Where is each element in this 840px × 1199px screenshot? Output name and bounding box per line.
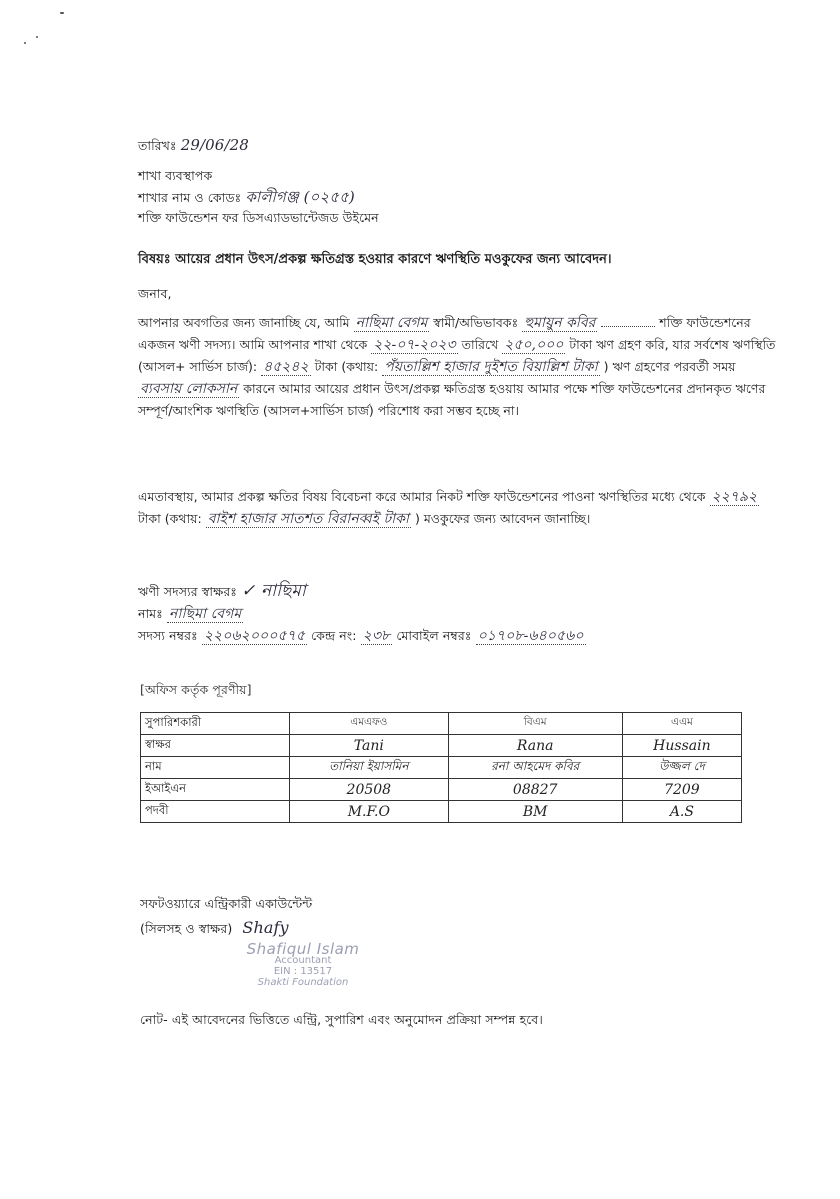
office-table-header-row	[141, 713, 742, 735]
waiver-amount-field: ২২৭৯২	[711, 489, 758, 505]
recipient-line: শাখা ব্যবস্থাপক	[138, 168, 213, 183]
body-text: টাকা ঋণ গ্রহণ করি, যার সর্বশেষ ঋণস্থিতি (আসল+ সার্ভিস চার্জ):	[138, 337, 776, 374]
office-header-cell: বিএম	[448, 713, 622, 735]
scan-speck	[60, 12, 64, 14]
guardian-name-field: হুমায়ুন কবির	[524, 315, 596, 331]
date-label: তারিখঃ	[138, 138, 177, 153]
center-label: কেন্দ্র নং:	[311, 628, 357, 643]
bm-designation: BM	[448, 801, 622, 823]
member-signature: ✓ নাছিমা	[241, 581, 306, 601]
body-text: এমতাবস্থায়, আমার প্রকল্প ক্ষতির বিষয় বিবেচনা করে আমার নিকট শক্তি ফাউন্ডেশনের পাওনা ঋণস্থিতির মধ্যে থেকে	[138, 489, 706, 504]
scan-speck	[36, 36, 38, 38]
body-text: ) মওকুফের জন্য আবেদন জানাচ্ছি।	[414, 511, 591, 526]
scan-speck	[24, 42, 26, 44]
office-header-cell: এমএফও	[290, 713, 449, 735]
am-designation: A.S	[622, 801, 741, 823]
body-text: টাকা (কথায়:	[314, 359, 379, 374]
am-signature: Hussain	[622, 735, 741, 757]
office-header-cell: এএম	[622, 713, 741, 735]
row-label: পদবী	[141, 801, 290, 823]
cause-field: ব্যবসায় লোকসান	[140, 381, 238, 397]
bm-signature: Rana	[448, 735, 622, 757]
applicant-name-field: নাছিমা বেগম	[355, 315, 428, 331]
center-value: ২৩৮	[362, 628, 391, 644]
office-header-cell: সুপারিশকারী	[141, 713, 290, 735]
footer-note: নোট- এই আবেদনের ভিত্তিতে এন্ট্রি, সুপারিশ এবং অনুমোদন প্রক্রিয়া সম্পন্ন হবে।	[140, 1012, 543, 1027]
stamp-title: Accountant	[274, 955, 332, 966]
table-row	[141, 801, 742, 823]
salutation: জনাব,	[138, 286, 172, 301]
date-value: 29/06/28	[180, 136, 249, 154]
branch-value: কালীগঞ্জ (০২৫৫)	[245, 188, 355, 206]
stamp-name: Shafiqul Islam	[246, 940, 360, 958]
blank-field	[601, 326, 655, 327]
body-paragraph-1	[138, 312, 778, 421]
office-table	[140, 712, 742, 823]
mfo-name: তানিয়া ইয়াসমিন	[290, 757, 449, 779]
body-paragraph-2	[138, 486, 778, 530]
accountant-stamp	[238, 940, 368, 988]
accountant-seal-line	[140, 918, 289, 941]
body-text: কারনে আমার আয়ের প্রধান উৎস/প্রকল্প ক্ষতিগ্রস্ত হওয়ায় আমার পক্ষে শক্তি ফাউন্ডেশনের প্রদানকৃত ঋণের সম্পূর্ণ/আংশিক ঋণস্থিতি (আসল+সার্ভিস চার্জ) পরিশোধ করা সম্ভব হচ্ছে না।	[138, 381, 766, 418]
branch-line	[138, 186, 355, 211]
mfo-designation: M.F.O	[290, 801, 449, 823]
accountant-signature: Shafy	[242, 918, 289, 937]
row-label: স্বাক্ষর	[141, 735, 290, 757]
mobile-value: ০১৭০৮-৬৪০৫৬০	[477, 628, 584, 644]
member-name-label: নামঃ	[138, 606, 163, 621]
loan-date-field: ২২-০৭-২০২৩	[373, 337, 456, 353]
office-caption: [অফিস কর্তৃক পূরণীয়]	[140, 682, 252, 697]
waiver-words-field: বাইশ হাজার সাতশত বিরানব্বই টাকা	[207, 511, 409, 527]
outstanding-words-field: পঁয়তাল্লিশ হাজার দুইশত বিয়াল্লিশ টাকা	[384, 359, 598, 375]
mobile-label: মোবাইল নম্বরঃ	[396, 628, 472, 643]
mfo-ein: 20508	[290, 779, 449, 801]
body-text: তারিখে	[461, 337, 499, 352]
outstanding-field: ৪৫২৪২	[263, 359, 309, 375]
member-no-label: সদস্য নম্বরঃ	[138, 628, 198, 643]
accountant-title: সফটওয়্যারে এন্ট্রিকারী একাউন্টেন্ট	[140, 896, 313, 911]
table-row	[141, 779, 742, 801]
body-text: টাকা (কথায়:	[138, 511, 202, 526]
member-signature-label: ঋণী সদস্যর স্বাক্ষরঃ	[138, 584, 238, 599]
accountant-seal-label: (সিলসহ ও স্বাক্ষর)	[140, 921, 233, 936]
branch-label: শাখার নাম ও কোডঃ	[138, 190, 242, 205]
member-id-line	[138, 624, 586, 648]
row-label: নাম	[141, 757, 290, 779]
stamp-ein: EIN : 13517	[273, 966, 333, 977]
am-ein: 7209	[622, 779, 741, 801]
loan-amount-field: ২৫০,০০০	[504, 337, 564, 353]
row-label: ইআইএন	[141, 779, 290, 801]
am-name: উজ্জল দে	[622, 757, 741, 779]
body-text: আপনার অবগতির জন্য জানাচ্ছি যে, আমি	[138, 315, 350, 330]
table-row	[141, 757, 742, 779]
body-text: শক্তি ফাউন্ডেশনের একজন ঋণী সদস্য। আমি আপনার শাখা থেকে	[138, 315, 751, 352]
subject-line: বিষয়ঃ আয়ের প্রধান উৎস/প্রকল্প ক্ষতিগ্রস্ত হওয়ার কারণে ঋণস্থিতি মওকুফের জন্য আবেদন।	[138, 252, 612, 267]
bm-ein: 08827	[448, 779, 622, 801]
table-row	[141, 735, 742, 757]
member-no-value: ২২০৬২০০০৫৭৫	[203, 628, 306, 644]
member-name-value: নাছিমা বেগম	[168, 606, 242, 622]
date-line	[138, 136, 249, 158]
mfo-signature: Tani	[290, 735, 449, 757]
body-text: ) ঋণ গ্রহণের পরবর্তী সময়	[603, 359, 736, 374]
member-name-line	[138, 602, 243, 626]
organization-line: শক্তি ফাউন্ডেশন ফর ডিসএ্যাডভান্টেজড উইমেন	[138, 210, 379, 225]
stamp-org: Shakti Foundation	[257, 977, 349, 988]
bm-name: রনা আহমেদ কবির	[448, 757, 622, 779]
body-text: স্বামী/অভিভাবকঃ	[433, 315, 519, 330]
